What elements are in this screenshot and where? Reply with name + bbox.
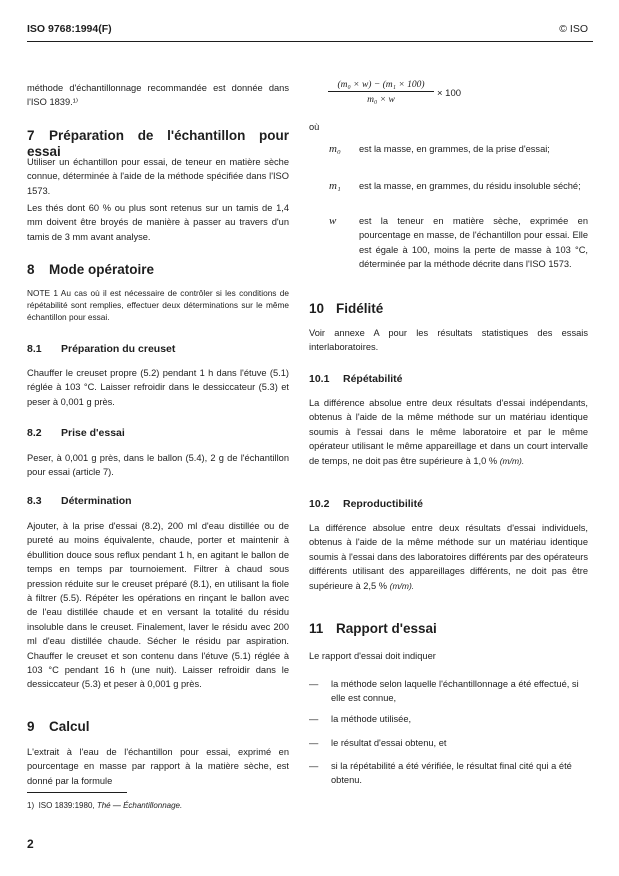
section-10-2-paragraph [309,521,588,593]
section-8-2-heading [27,426,289,440]
section-title: Reproductibilité [343,498,423,510]
list-item-text: le résultat d'essai obtenu, et [331,738,447,748]
dash: — [309,738,319,748]
section-7-paragraph-2: Les thés dont 60 % ou plus sont retenus sur un tamis de 1,4 mm doivent être broyés de manière à passer au travers d'un tamis de 3 mm avant analyse. [27,203,289,242]
definition-text: est la masse, en grammes, du résidu insoluble séché; [359,181,581,191]
section-11-heading [309,621,588,637]
section-title: Répétabilité [343,373,403,385]
section-title: Mode opératoire [49,262,155,277]
section-number: 10 [309,301,325,316]
symbol: m₁ [329,180,341,192]
section-title: Préparation de l'échantillon pour essai [27,128,289,159]
section-title: Prise d'essai [61,427,125,439]
section-11-paragraph: Le rapport d'essai doit indiquer [309,651,436,661]
section-title: Calcul [49,719,90,734]
dash: — [309,679,319,689]
footnote-1 [27,800,289,811]
intro-paragraph: méthode d'échantillonnage recommandée est donnée dans l'ISO 1839.¹⁾ [27,83,289,108]
section-10-1-paragraph [309,396,588,468]
section-number: 8.2 [27,427,42,439]
footnote-title: Thé — Échantillonnage. [96,801,183,810]
section-number: 10.1 [309,373,330,385]
where-label: où [309,122,320,132]
unit: (m/m). [389,580,415,591]
list-item-text: la méthode utilisée, [331,714,412,724]
section-title: Détermination [61,495,132,507]
paragraph-text: La différence absolue entre deux résultats d'essai individuels, obtenus à l'aide de la même méthode sur un matériau identique soumis à l'essai dans des laboratoires différents par des opérateurs différents utilisant des appareillages différents, ne doit pas être supérieure à 2,5 % [309,523,588,591]
footnote-text: ISO 1839:1980, [38,801,97,810]
page-number: 2 [27,837,34,851]
section-8-3-paragraph: Ajouter, à la prise d'essai (8.2), 200 ml d'eau distillée ou de pureté au moins équivalente, chaude, porter et maintenir à ébullition douce sous reflux pendant 1 h, en agitant le ballon de temps en temps par tournoiement. Filtrer à chaud sous pression réduite sur le creuset préparé (8.1), en utilisant la fiole à filtrer (5.5). Répéter les opérations en rinçant le ballon avec de l'eau distillée chaude et en versant la totalité du résidu insoluble dans le creuset. Finalement, laver le résidu avec 200 ml d'eau distillée chaude. Sécher le résidu par aspiration. Chauffer le creuset et son contenu dans l'étuve (5.1) réglée à 103 °C pendant 16 h (une nuit). Laisser refroidir dans le dessiccateur (5.3) et peser à 0,001 g près. [27,521,289,690]
section-10-1-heading [309,372,588,386]
section-number: 10.2 [309,498,330,510]
symbol: w [329,215,337,227]
formula-factor: × 100 [437,88,462,99]
section-number: 8 [27,262,35,277]
section-8-1-heading [27,342,289,356]
section-9-paragraph: L'extrait à l'eau de l'échantillon pour essai, exprimé en pourcentage en masse par rapport à la matière sèche, est donné par la formule [27,747,289,786]
section-8-1-paragraph: Chauffer le creuset propre (5.2) pendant 1 h dans l'étuve (5.1) réglée à 103 °C. Laisser refroidir dans le dessiccateur (5.3) et peser à 0,001 g près. [27,368,289,407]
section-8-3-heading [27,494,289,508]
formula-denominator: m₀ × w [367,95,395,105]
section-10-2-heading [309,497,588,511]
definition-text: est la masse, en grammes, de la prise d'essai; [359,144,550,154]
copyright: © ISO [559,23,588,35]
formula-numerator: (m₀ × w) − (m₁ × 100) [328,80,434,92]
section-title: Rapport d'essai [336,621,437,636]
section-9-heading [27,719,289,735]
section-7-paragraph-1: Utiliser un échantillon pour essai, de teneur en matière sèche connue, déterminée à l'aide de la méthode spécifiée dans l'ISO 1573. [27,157,289,196]
unit: (m/m). [499,455,525,466]
footnote-rule [27,792,127,793]
section-10-paragraph: Voir annexe A pour les résultats statistiques des essais interlaboratoires. [309,328,588,353]
section-8-2-paragraph: Peser, à 0,001 g près, dans le ballon (5.4), 2 g de l'échantillon pour essai (article 7). [27,453,289,478]
definition-text: est la teneur en matière sèche, exprimée en pourcentage en masse, de l'échantillon pour essai. Elle est égale à 100, moins la perte de masse à 103 °C, déterminée par la méthode décrite dans l'ISO 1573. [359,216,588,270]
footnote-mark: 1) [27,801,35,810]
symbol: m₀ [329,143,341,155]
section-title: Préparation du creuset [61,343,176,355]
dash: — [309,761,319,771]
section-number: 8.3 [27,495,42,507]
standard-number: ISO 9768:1994(F) [27,23,112,35]
section-number: 8.1 [27,343,42,355]
header-rule [27,41,593,42]
dash: — [309,714,319,724]
note-1: NOTE 1 Au cas où il est nécessaire de contrôler si les conditions de répétabilité sont remplies, effectuer deux déterminations sur le même échantillon pour essai. [27,288,289,323]
section-8-heading [27,262,289,278]
section-number: 11 [309,621,324,636]
section-number: 7 [27,128,35,143]
section-10-heading [309,301,588,317]
section-number: 9 [27,719,35,734]
paragraph-text: La différence absolue entre deux résultats d'essai indépendants, obtenus à l'aide de la même méthode sur un matériau identique soumis à l'essai dans le même laboratoire et par le même opérateur utilisant le même appareillage et dans un court intervalle de temps, ne doit pas être supérieure à 1,0 % [309,398,588,466]
section-title: Fidélité [336,301,384,316]
list-item-text: la méthode selon laquelle l'échantillonnage a été effectué, si elle est connue, [331,679,579,704]
list-item-text: si la répétabilité a été vérifiée, le résultat final cité qui a été obtenu. [331,761,572,786]
